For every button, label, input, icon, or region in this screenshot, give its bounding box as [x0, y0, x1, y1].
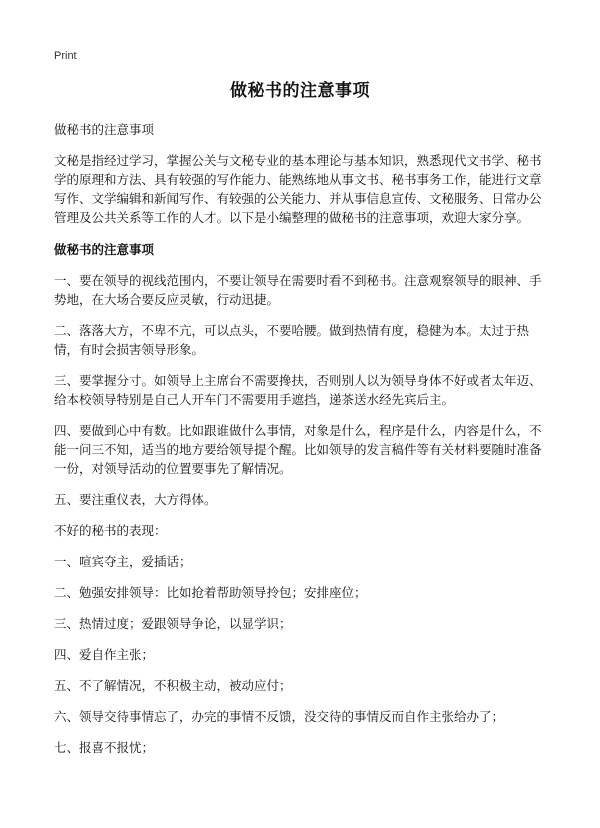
list-item: 三、热情过度；爱跟领导争论，以显学识； — [54, 616, 292, 631]
list-item: 五、要注重仪表，大方得体。 — [54, 492, 217, 507]
print-link[interactable]: Print — [54, 50, 77, 62]
list-item: 三、要掌握分寸。如领导上主席台不需要搀扶，否则别人以为领导身体不好或者太年迈、给本校领导特别是自己人开车门不需要用手遮挡，递茶送水经先宾后主。 — [54, 373, 542, 407]
section-heading: 做秘书的注意事项 — [54, 242, 155, 257]
bad-secretary-heading: 不好的秘书的表现： — [54, 523, 167, 538]
list-item: 二、落落大方，不卑不亢，可以点头，不要哈腰。做到热情有度，稳健为本。太过于热情，有时会损害领导形象。 — [54, 323, 530, 357]
list-item: 五、不了解情况，不积极主动，被动应付； — [54, 678, 292, 693]
list-item: 七、报喜不报忧； — [54, 740, 155, 755]
document-body — [54, 120, 550, 757]
list-item: 二、勉强安排领导：比如抢着帮助领导拎包；安排座位； — [54, 585, 367, 600]
list-item: 一、喧宾夺主，爱插话； — [54, 554, 192, 569]
list-item: 一、要在领导的视线范围内，不要让领导在需要时看不到秘书。注意观察领导的眼神、手势地，在大场合要反应灵敏，行动迅捷。 — [54, 273, 542, 307]
page-title: 做秘书的注意事项 — [230, 81, 370, 101]
subtitle-paragraph: 做秘书的注意事项 — [54, 122, 155, 137]
list-item: 四、爱自作主张； — [54, 647, 155, 662]
list-item: 六、领导交待事情忘了，办完的事情不反馈，没交待的事情反而自作主张给办了； — [54, 709, 505, 724]
list-item: 四、要做到心中有数。比如跟谁做什么事情，对象是什么，程序是什么，内容是什么，不能一问三不知，适当的地方要给领导提个醒。比如领导的发言稿件等有关材料要随时准备一份，对领导活动的位置要事先了解情况。 — [54, 423, 542, 476]
intro-paragraph: 文秘是指经过学习，掌握公关与文秘专业的基本理论与基本知识，熟悉现代文书学、秘书学的原理和方法、具有较强的写作能力、能熟练地从事文书、秘书事务工作，能进行文章写作、文学编辑和新闻写作、有较强的公关能力、并从事信息宣传、文秘服务、日常办公管理及公共关系等工作的人才。以下是小编整理的做秘书的注意事项，欢迎大家分享。 — [54, 153, 542, 225]
